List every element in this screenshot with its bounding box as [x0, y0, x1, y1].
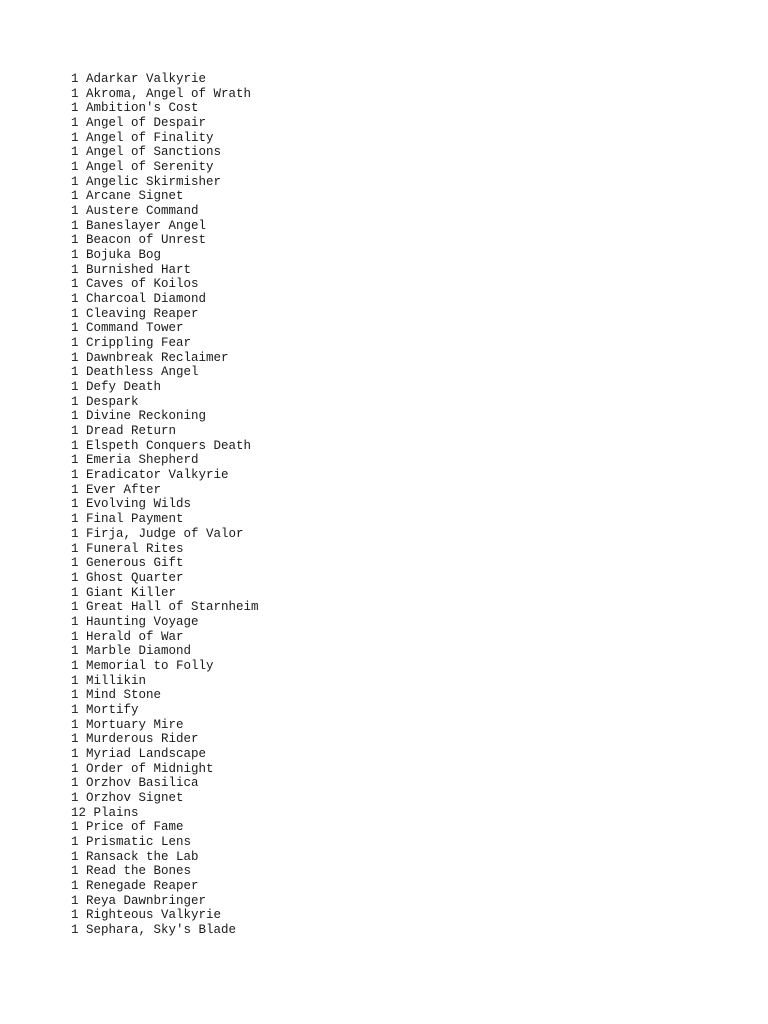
- card-line: 1 Beacon of Unrest: [71, 233, 207, 248]
- card-line: 1 Emeria Shepherd: [71, 453, 199, 468]
- card-line: 1 Myriad Landscape: [71, 746, 207, 761]
- card-line: 1 Dawnbreak Reclaimer: [71, 350, 229, 365]
- card-line: 1 Charcoal Diamond: [71, 292, 207, 307]
- card-line: 1 Angel of Sanctions: [71, 145, 222, 160]
- card-line: 1 Firja, Judge of Valor: [71, 526, 244, 541]
- card-line: 1 Herald of War: [71, 629, 184, 644]
- card-line: 1 Mortify: [71, 702, 139, 717]
- card-line: 1 Orzhov Basilica: [71, 776, 199, 791]
- card-line: 1 Angelic Skirmisher: [71, 174, 222, 189]
- card-line: 1 Divine Reckoning: [71, 409, 207, 424]
- card-line: 1 Command Tower: [71, 321, 184, 336]
- card-line: 1 Ambition's Cost: [71, 101, 199, 116]
- card-line: 1 Mortuary Mire: [71, 717, 184, 732]
- card-line: 1 Burnished Hart: [71, 262, 192, 277]
- card-line: 1 Angel of Serenity: [71, 160, 214, 175]
- card-line: 1 Millikin: [71, 673, 147, 688]
- card-line: 1 Great Hall of Starnheim: [71, 600, 259, 615]
- card-line: 1 Generous Gift: [71, 556, 184, 571]
- card-line: 1 Price of Fame: [71, 820, 184, 835]
- card-line: 1 Reya Dawnbringer: [71, 893, 207, 908]
- card-line: 1 Eradicator Valkyrie: [71, 468, 229, 483]
- card-line: 1 Prismatic Lens: [71, 834, 192, 849]
- card-line: 1 Marble Diamond: [71, 644, 192, 659]
- card-line: 1 Austere Command: [71, 204, 199, 219]
- card-line: 1 Dread Return: [71, 424, 177, 439]
- card-line: 1 Bojuka Bog: [71, 248, 162, 263]
- card-line: 1 Sephara, Sky's Blade: [71, 922, 237, 937]
- card-line: 1 Angel of Finality: [71, 130, 214, 145]
- card-line: 1 Defy Death: [71, 380, 162, 395]
- card-line: 1 Deathless Angel: [71, 365, 199, 380]
- card-line: 1 Murderous Rider: [71, 732, 199, 747]
- card-line: 1 Akroma, Angel of Wrath: [71, 86, 252, 101]
- card-line: 1 Angel of Despair: [71, 116, 207, 131]
- card-list: [71, 72, 259, 938]
- card-line: 1 Read the Bones: [71, 864, 192, 879]
- card-line: 1 Giant Killer: [71, 585, 177, 600]
- card-line: 1 Caves of Koilos: [71, 277, 199, 292]
- card-line: 1 Crippling Fear: [71, 336, 192, 351]
- card-line: 1 Memorial to Folly: [71, 658, 214, 673]
- card-line: 1 Funeral Rites: [71, 541, 184, 556]
- card-line: 1 Final Payment: [71, 512, 184, 527]
- card-line: 12 Plains: [71, 805, 139, 820]
- card-line: 1 Ransack the Lab: [71, 849, 199, 864]
- card-line: 1 Order of Midnight: [71, 761, 214, 776]
- card-line: 1 Ghost Quarter: [71, 570, 184, 585]
- card-line: 1 Evolving Wilds: [71, 497, 192, 512]
- card-line: 1 Elspeth Conquers Death: [71, 438, 252, 453]
- card-line: 1 Arcane Signet: [71, 189, 184, 204]
- card-line: 1 Orzhov Signet: [71, 790, 184, 805]
- card-line: 1 Ever After: [71, 482, 162, 497]
- card-line: 1 Baneslayer Angel: [71, 218, 207, 233]
- card-line: 1 Cleaving Reaper: [71, 306, 199, 321]
- card-line: 1 Despark: [71, 394, 139, 409]
- card-line: 1 Haunting Voyage: [71, 614, 199, 629]
- card-line: 1 Adarkar Valkyrie: [71, 72, 207, 86]
- card-line: 1 Mind Stone: [71, 688, 162, 703]
- card-line: 1 Renegade Reaper: [71, 878, 199, 893]
- card-line: 1 Righteous Valkyrie: [71, 908, 222, 923]
